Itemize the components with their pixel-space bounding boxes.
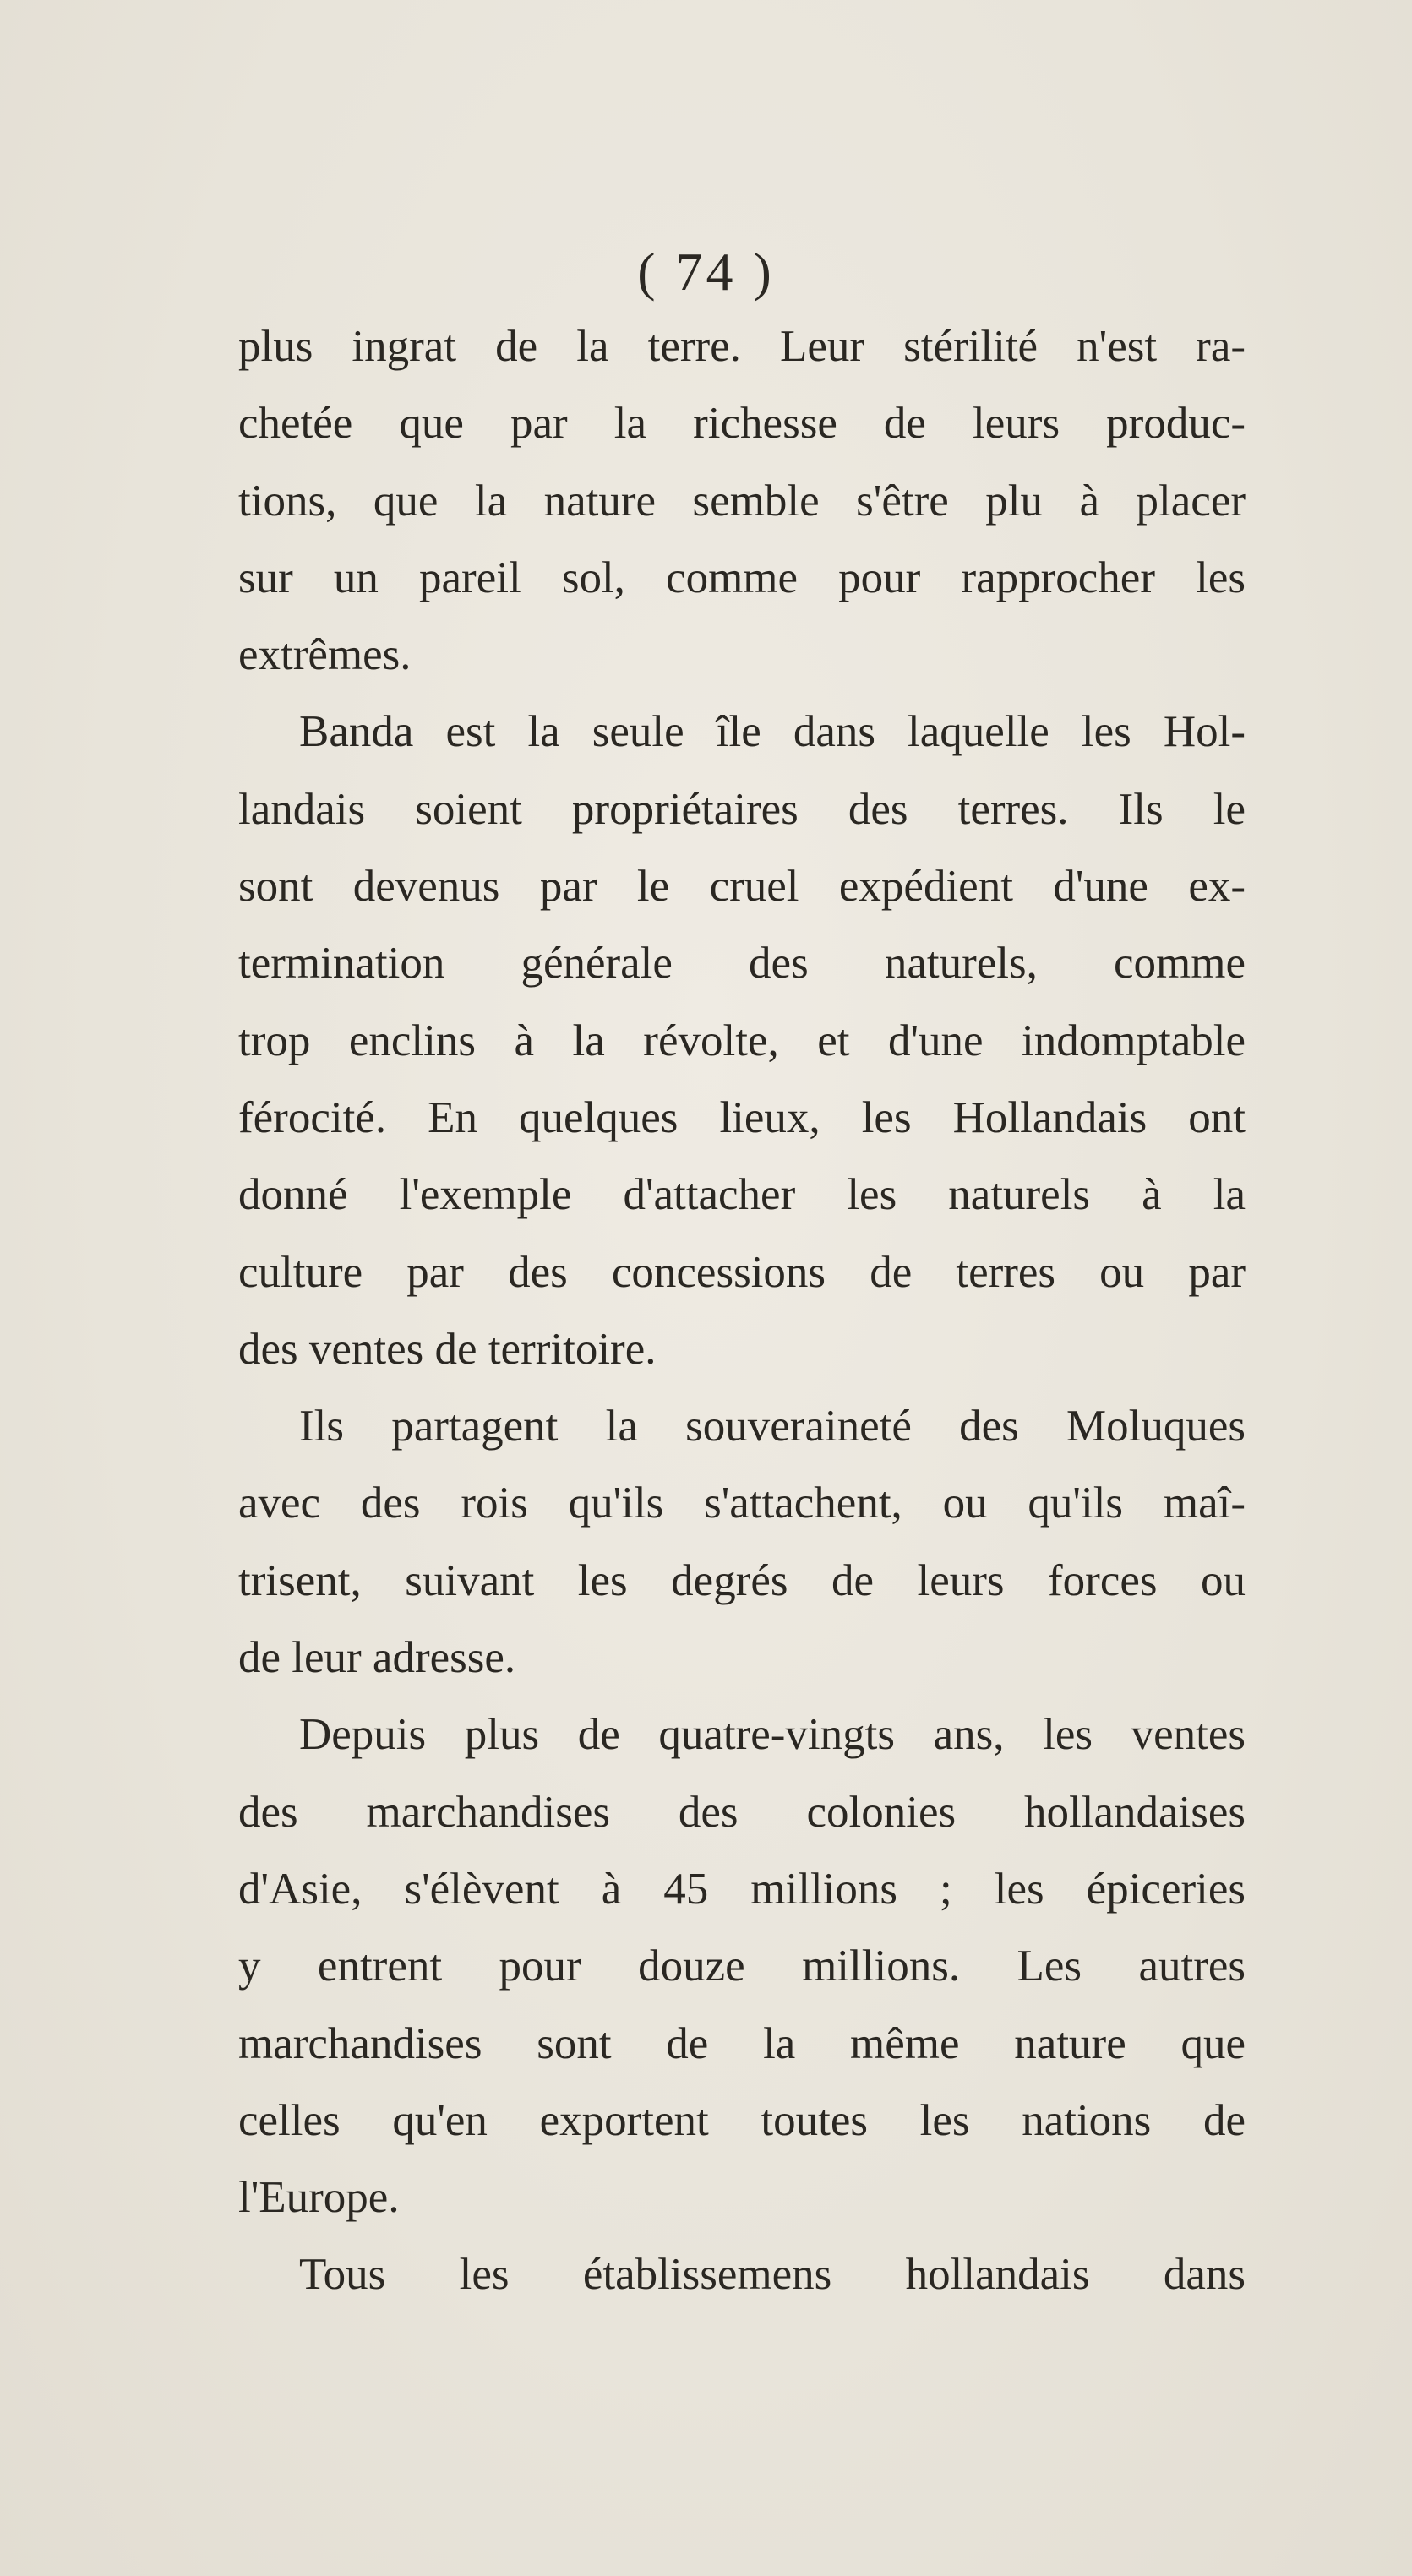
text-line: celles qu'en exportent toutes les nations de <box>238 2095 1246 2145</box>
text-line: férocité. En quelques lieux, les Hollandais ont <box>238 1092 1246 1142</box>
paragraph-start-line: Banda est la seule île dans laquelle les Hol- <box>299 707 1246 757</box>
text-line: plus ingrat de la terre. Leur stérilité n'est ra- <box>238 322 1246 371</box>
body-text <box>238 308 1246 2314</box>
paragraph-start-line: Tous les établissemens hollandais dans <box>299 2250 1246 2300</box>
text-line: tions, que la nature semble s'être plu à placer <box>238 476 1246 526</box>
text-line: marchandises sont de la même nature que <box>238 2018 1246 2068</box>
text-line: extrêmes. <box>238 630 412 680</box>
text-line: avec des rois qu'ils s'attachent, ou qu'ils maî- <box>238 1479 1246 1528</box>
text-line: l'Europe. <box>238 2173 400 2223</box>
text-line: donné l'exemple d'attacher les naturels à la <box>238 1170 1246 1220</box>
text-line: chetée que par la richesse de leurs produc- <box>238 399 1246 449</box>
text-line: culture par des concessions de terres ou par <box>238 1247 1246 1297</box>
text-line: de leur adresse. <box>238 1633 516 1683</box>
text-line: trop enclins à la révolte, et d'une indomptable <box>238 1016 1246 1065</box>
paragraph-start-line: Depuis plus de quatre-vingts ans, les ventes <box>299 1710 1246 1760</box>
paragraph-start-line: Ils partagent la souveraineté des Moluques <box>299 1402 1246 1451</box>
page-number: ( 74 ) <box>637 242 775 302</box>
text-line: sont devenus par le cruel expédient d'une ex- <box>238 862 1246 912</box>
text-line: landais soient propriétaires des terres. Ils le <box>238 784 1246 834</box>
text-line: d'Asie, s'élèvent à 45 millions ; les épiceries <box>238 1864 1246 1914</box>
text-line: des marchandises des colonies hollandaises <box>238 1787 1246 1837</box>
text-line: sur un pareil sol, comme pour rapprocher les <box>238 553 1246 602</box>
text-line: trisent, suivant les degrés de leurs forces ou <box>238 1555 1246 1605</box>
text-line: des ventes de territoire. <box>238 1324 657 1374</box>
text-line: termination générale des naturels, comme <box>238 939 1246 988</box>
text-line: y entrent pour douze millions. Les autres <box>238 1942 1246 1991</box>
